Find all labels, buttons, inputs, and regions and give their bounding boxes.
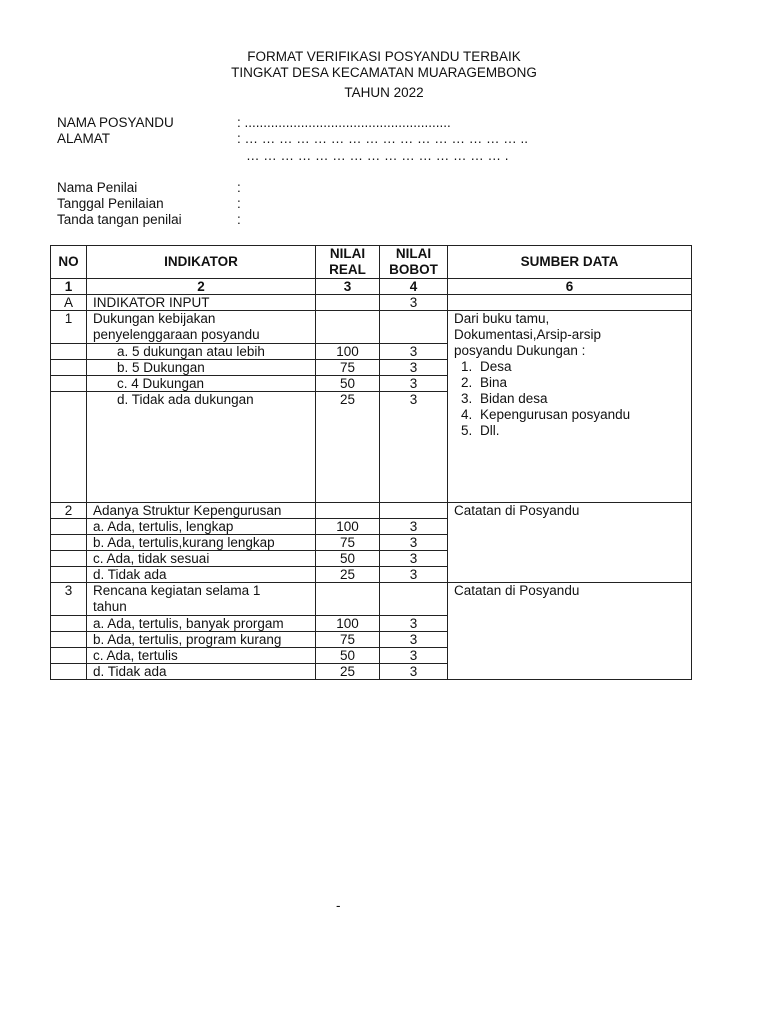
header-sumber-data: SUMBER DATA bbox=[448, 246, 692, 279]
item1-option-b: b. 5 Dukungan bbox=[87, 360, 316, 376]
item3-option-a: a. Ada, tertulis, banyak prorgam bbox=[87, 616, 316, 632]
tanda-tangan-value: : bbox=[237, 212, 241, 227]
header-indikator: INDIKATOR bbox=[87, 246, 316, 279]
item3-option-d: d. Tidak ada bbox=[87, 664, 316, 680]
col-num-1: 1 bbox=[51, 279, 87, 295]
footer-mark: - bbox=[336, 898, 341, 913]
section-a-label: INDIKATOR INPUT bbox=[87, 295, 316, 311]
table-row: a. 5 dukungan atau lebih 100 3 bbox=[51, 344, 692, 360]
table-row: c. 4 Dukungan 50 3 bbox=[51, 376, 692, 392]
header-no: NO bbox=[51, 246, 87, 279]
section-a-sumber bbox=[448, 295, 692, 311]
section-a-real bbox=[316, 295, 380, 311]
table-row: b. 5 Dukungan 75 3 bbox=[51, 360, 692, 376]
item1-real bbox=[316, 311, 380, 344]
item3-label: Rencana kegiatan selama 1 tahun bbox=[87, 583, 316, 616]
table-row bbox=[51, 311, 692, 344]
table-row: a. Ada, tertulis, lengkap 100 3 bbox=[51, 519, 692, 535]
alamat-value-2: … … … … … … … … … … … … … … … . bbox=[246, 148, 509, 163]
table-header-row bbox=[51, 246, 692, 279]
title-line-2: TINGKAT DESA KECAMATAN MUARAGEMBONG bbox=[231, 65, 537, 80]
table-row: d. Tidak ada 25 3 bbox=[51, 664, 692, 680]
item1-option-a: a. 5 dukungan atau lebih bbox=[87, 344, 316, 360]
col-num-3: 3 bbox=[316, 279, 380, 295]
title-line-1: FORMAT VERIFIKASI POSYANDU TERBAIK bbox=[247, 49, 521, 64]
header-nilai-real: NILAI REAL bbox=[316, 246, 380, 279]
verification-table bbox=[50, 245, 692, 680]
item2-option-c: c. Ada, tidak sesuai bbox=[87, 551, 316, 567]
table-row: c. Ada, tidak sesuai 50 3 bbox=[51, 551, 692, 567]
nama-penilai-label: Nama Penilai bbox=[57, 180, 138, 195]
table-row bbox=[51, 583, 692, 616]
item3-option-c: c. Ada, tertulis bbox=[87, 648, 316, 664]
item1-option-d: d. Tidak ada dukungan bbox=[87, 392, 316, 503]
column-number-row bbox=[51, 279, 692, 295]
col-num-4: 4 bbox=[380, 279, 448, 295]
header-nilai-bobot: NILAI BOBOT bbox=[380, 246, 448, 279]
item1-label: Dukungan kebijakan penyelenggaraan posyandu bbox=[87, 311, 316, 344]
tanggal-label: Tanggal Penilaian bbox=[57, 196, 164, 211]
item2-option-d: d. Tidak ada bbox=[87, 567, 316, 583]
item1-no: 1 bbox=[51, 311, 87, 344]
col-num-2: 2 bbox=[87, 279, 316, 295]
table-row: c. Ada, tertulis 50 3 bbox=[51, 648, 692, 664]
item2-no: 2 bbox=[51, 503, 87, 519]
col-num-6: 6 bbox=[448, 279, 692, 295]
nama-posyandu-label: NAMA POSYANDU bbox=[57, 115, 174, 130]
item1-option-c: c. 4 Dukungan bbox=[87, 376, 316, 392]
item2-option-a: a. Ada, tertulis, lengkap bbox=[87, 519, 316, 535]
item2-option-b: b. Ada, tertulis,kurang lengkap bbox=[87, 535, 316, 551]
title-line-3: TAHUN 2022 bbox=[344, 85, 424, 100]
item1-bobot bbox=[380, 311, 448, 344]
nama-penilai-value: : bbox=[237, 180, 241, 195]
alamat-label: ALAMAT bbox=[57, 131, 111, 146]
tanggal-value: : bbox=[237, 196, 241, 211]
table-row: a. Ada, tertulis, banyak prorgam 100 3 bbox=[51, 616, 692, 632]
table-row: d. Tidak ada dukungan 25 3 bbox=[51, 392, 692, 503]
item2-sumber: Catatan di Posyandu bbox=[448, 503, 692, 583]
section-a-bobot: 3 bbox=[380, 295, 448, 311]
item1-sumber: Dari buku tamu, Dokumentasi,Arsip-arsip posyandu Dukungan : 1. Desa 2. Bina 3. Bidan desa 4. Kepengurusan posyandu 5. Dll. bbox=[448, 311, 692, 503]
nama-posyandu-value: : ....................................................... bbox=[237, 115, 451, 130]
table-row bbox=[51, 503, 692, 519]
item3-option-b: b. Ada, tertulis, program kurang bbox=[87, 632, 316, 648]
item3-sumber: Catatan di Posyandu bbox=[448, 583, 692, 680]
document-title bbox=[0, 49, 768, 101]
table-row: b. Ada, tertulis,kurang lengkap 75 3 bbox=[51, 535, 692, 551]
alamat-value: : … … … … … … … … … … … … … … … … .. bbox=[237, 131, 529, 146]
table-row: d. Tidak ada 25 3 bbox=[51, 567, 692, 583]
tanda-tangan-label: Tanda tangan penilai bbox=[57, 212, 182, 227]
item3-no: 3 bbox=[51, 583, 87, 616]
section-a-no: A bbox=[51, 295, 87, 311]
section-a-row bbox=[51, 295, 692, 311]
table-row: b. Ada, tertulis, program kurang 75 3 bbox=[51, 632, 692, 648]
item2-label: Adanya Struktur Kepengurusan bbox=[87, 503, 316, 519]
